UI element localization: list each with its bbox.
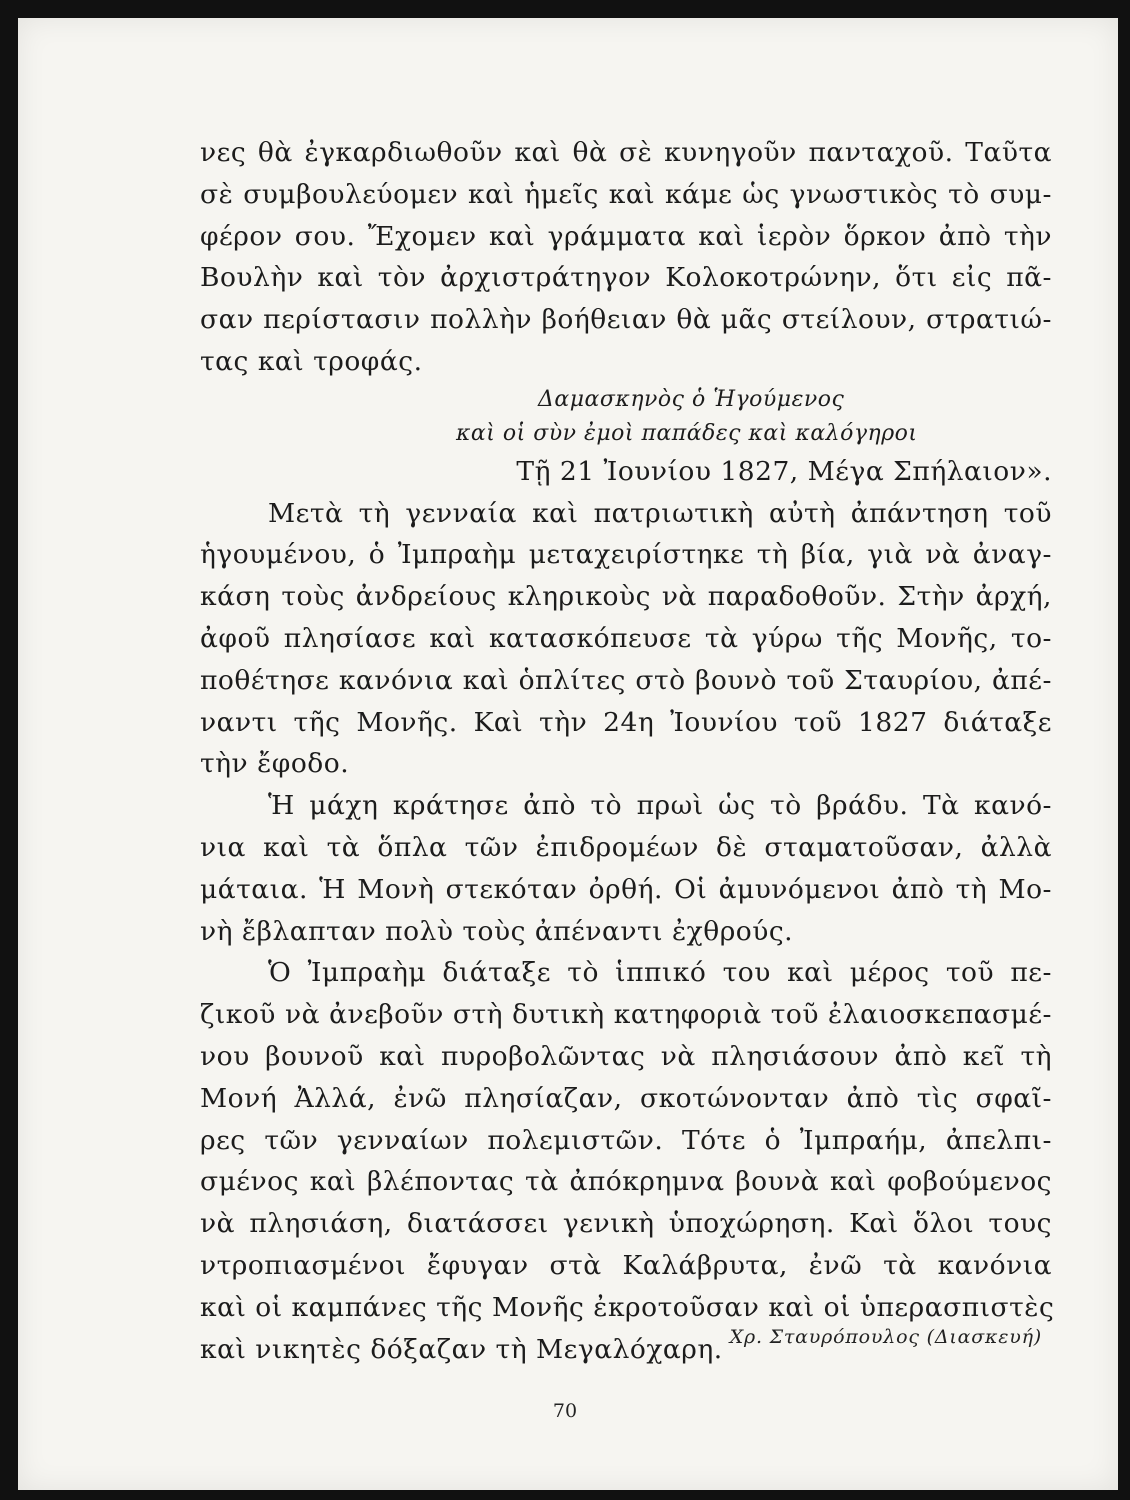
text-line: καὶ νικητὲς δόξαζαν τὴ Μεγαλόχαρη. xyxy=(200,1333,723,1365)
text-line: ναντι τῆς Μονῆς. Καὶ τὴν 24η Ἰουνίου τοῦ 1827 διάταξε xyxy=(200,706,1052,738)
text-line: νὰ πλησιάση, διατάσσει γενικὴ ὑποχώρηση. Καὶ ὅλοι τους xyxy=(200,1208,1052,1240)
text-line: νου βουνοῦ καὶ πυροβολῶντας νὰ πλησιάσουν ἀπὸ κεῖ τὴ xyxy=(200,1040,1052,1072)
main-text xyxy=(200,132,1055,1370)
text-line: Ἡ μάχη κράτησε ἀπὸ τὸ πρωὶ ὡς τὸ βράδυ. Τὰ κανό- xyxy=(268,790,1052,822)
text-line: νὴ ἔβλαπταν πολὺ τοὺς ἀπέναντι ἐχθρούς. xyxy=(200,915,794,947)
text-line: κάση τοὺς ἀνδρείους κληρικοὺς νὰ παραδοθοῦν. Στὴν ἀρχή, xyxy=(200,581,1052,613)
author-credit: Χρ. Σταυρόπουλος (Διασκευή) xyxy=(729,1326,1042,1348)
letter-date: Τῇ 21 Ἰουνίου 1827, Μέγα Σπήλαιον». xyxy=(516,455,1052,487)
text-line: νες θὰ ἐγκαρδιωθοῦν καὶ θὰ σὲ κυνηγοῦν πανταχοῦ. Ταῦτα xyxy=(200,137,1052,168)
text-line: ζικοῦ νὰ ἀνεβοῦν στὴ δυτικὴ κατηφοριὰ τοῦ ἐλαιοσκεπασμέ- xyxy=(200,999,1052,1031)
text-line: σαν περίστασιν πολλὴν βοήθειαν θὰ μᾶς στείλουν, στρατιώ- xyxy=(200,304,1052,336)
text-line: φέρον σου. Ἔχομεν καὶ γράμματα καὶ ἱερὸν ὅρκον ἀπὸ τὴν xyxy=(200,220,1052,252)
text-line: Μετὰ τὴ γενναία καὶ πατριωτικὴ αὐτὴ ἀπάντηση τοῦ xyxy=(268,497,1052,529)
text-line: νια καὶ τὰ ὅπλα τῶν ἐπιδρομέων δὲ σταματοῦσαν, ἀλλὰ xyxy=(200,831,1052,863)
text-line: ρες τῶν γενναίων πολεμιστῶν. Τότε ὁ Ἰμπραήμ, ἀπελπι- xyxy=(200,1124,1052,1156)
text-line: σὲ συμβουλεύομεν καὶ ἡμεῖς καὶ κάμε ὡς γνωστικὸς τὸ συμ- xyxy=(200,178,1052,210)
text-line: σμένος καὶ βλέποντας τὰ ἀπόκρημνα βουνὰ καὶ φοβούμενος xyxy=(200,1166,1052,1198)
signature-line: Δαμασκηνὸς ὁ Ἡγούμενος xyxy=(538,386,845,412)
signature-line: καὶ οἱ σὺν ἐμοὶ παπάδες καὶ καλόγηροι xyxy=(456,420,918,446)
text-line: ποθέτησε κανόνια καὶ ὁπλίτες στὸ βουνὸ τοῦ Σταυρίου, ἀπέ- xyxy=(200,664,1052,696)
text-line: μάταια. Ἡ Μονὴ στεκόταν ὀρθή. Οἱ ἀμυνόμενοι ἀπὸ τὴ Μο- xyxy=(200,873,1052,905)
text-line: ἡγουμένου, ὁ Ἰμπραὴμ μεταχειρίστηκε τὴ βία, γιὰ νὰ ἀναγ- xyxy=(200,539,1052,571)
page-number: 70 xyxy=(552,1400,578,1422)
text-line: καὶ οἱ καμπάνες τῆς Μονῆς ἐκροτοῦσαν καὶ οἱ ὑπερασπιστὲς xyxy=(200,1291,1055,1323)
text-line: Ὁ Ἰμπραὴμ διάταξε τὸ ἱππικό του καὶ μέρος τοῦ πε- xyxy=(268,957,1052,989)
text-line: τὴν ἔφοδο. xyxy=(200,748,350,780)
text-line: ἀφοῦ πλησίασε καὶ κατασκόπευσε τὰ γύρω τῆς Μονῆς, το- xyxy=(200,622,1052,654)
text-line: ντροπιασμένοι ἔφυγαν στὰ Καλάβρυτα, ἐνῶ τὰ κανόνια xyxy=(200,1249,1052,1281)
text-line: τας καὶ τροφάς. xyxy=(200,345,423,377)
text-line: Βουλὴν καὶ τὸν ἀρχιστράτηγον Κολοκοτρώνην, ὅτι εἰς πᾶ- xyxy=(200,262,1052,294)
text-line: Μονή Ἀλλά, ἐνῶ πλησίαζαν, σκοτώνονταν ἀπὸ τὶς σφαῖ- xyxy=(200,1082,1052,1114)
